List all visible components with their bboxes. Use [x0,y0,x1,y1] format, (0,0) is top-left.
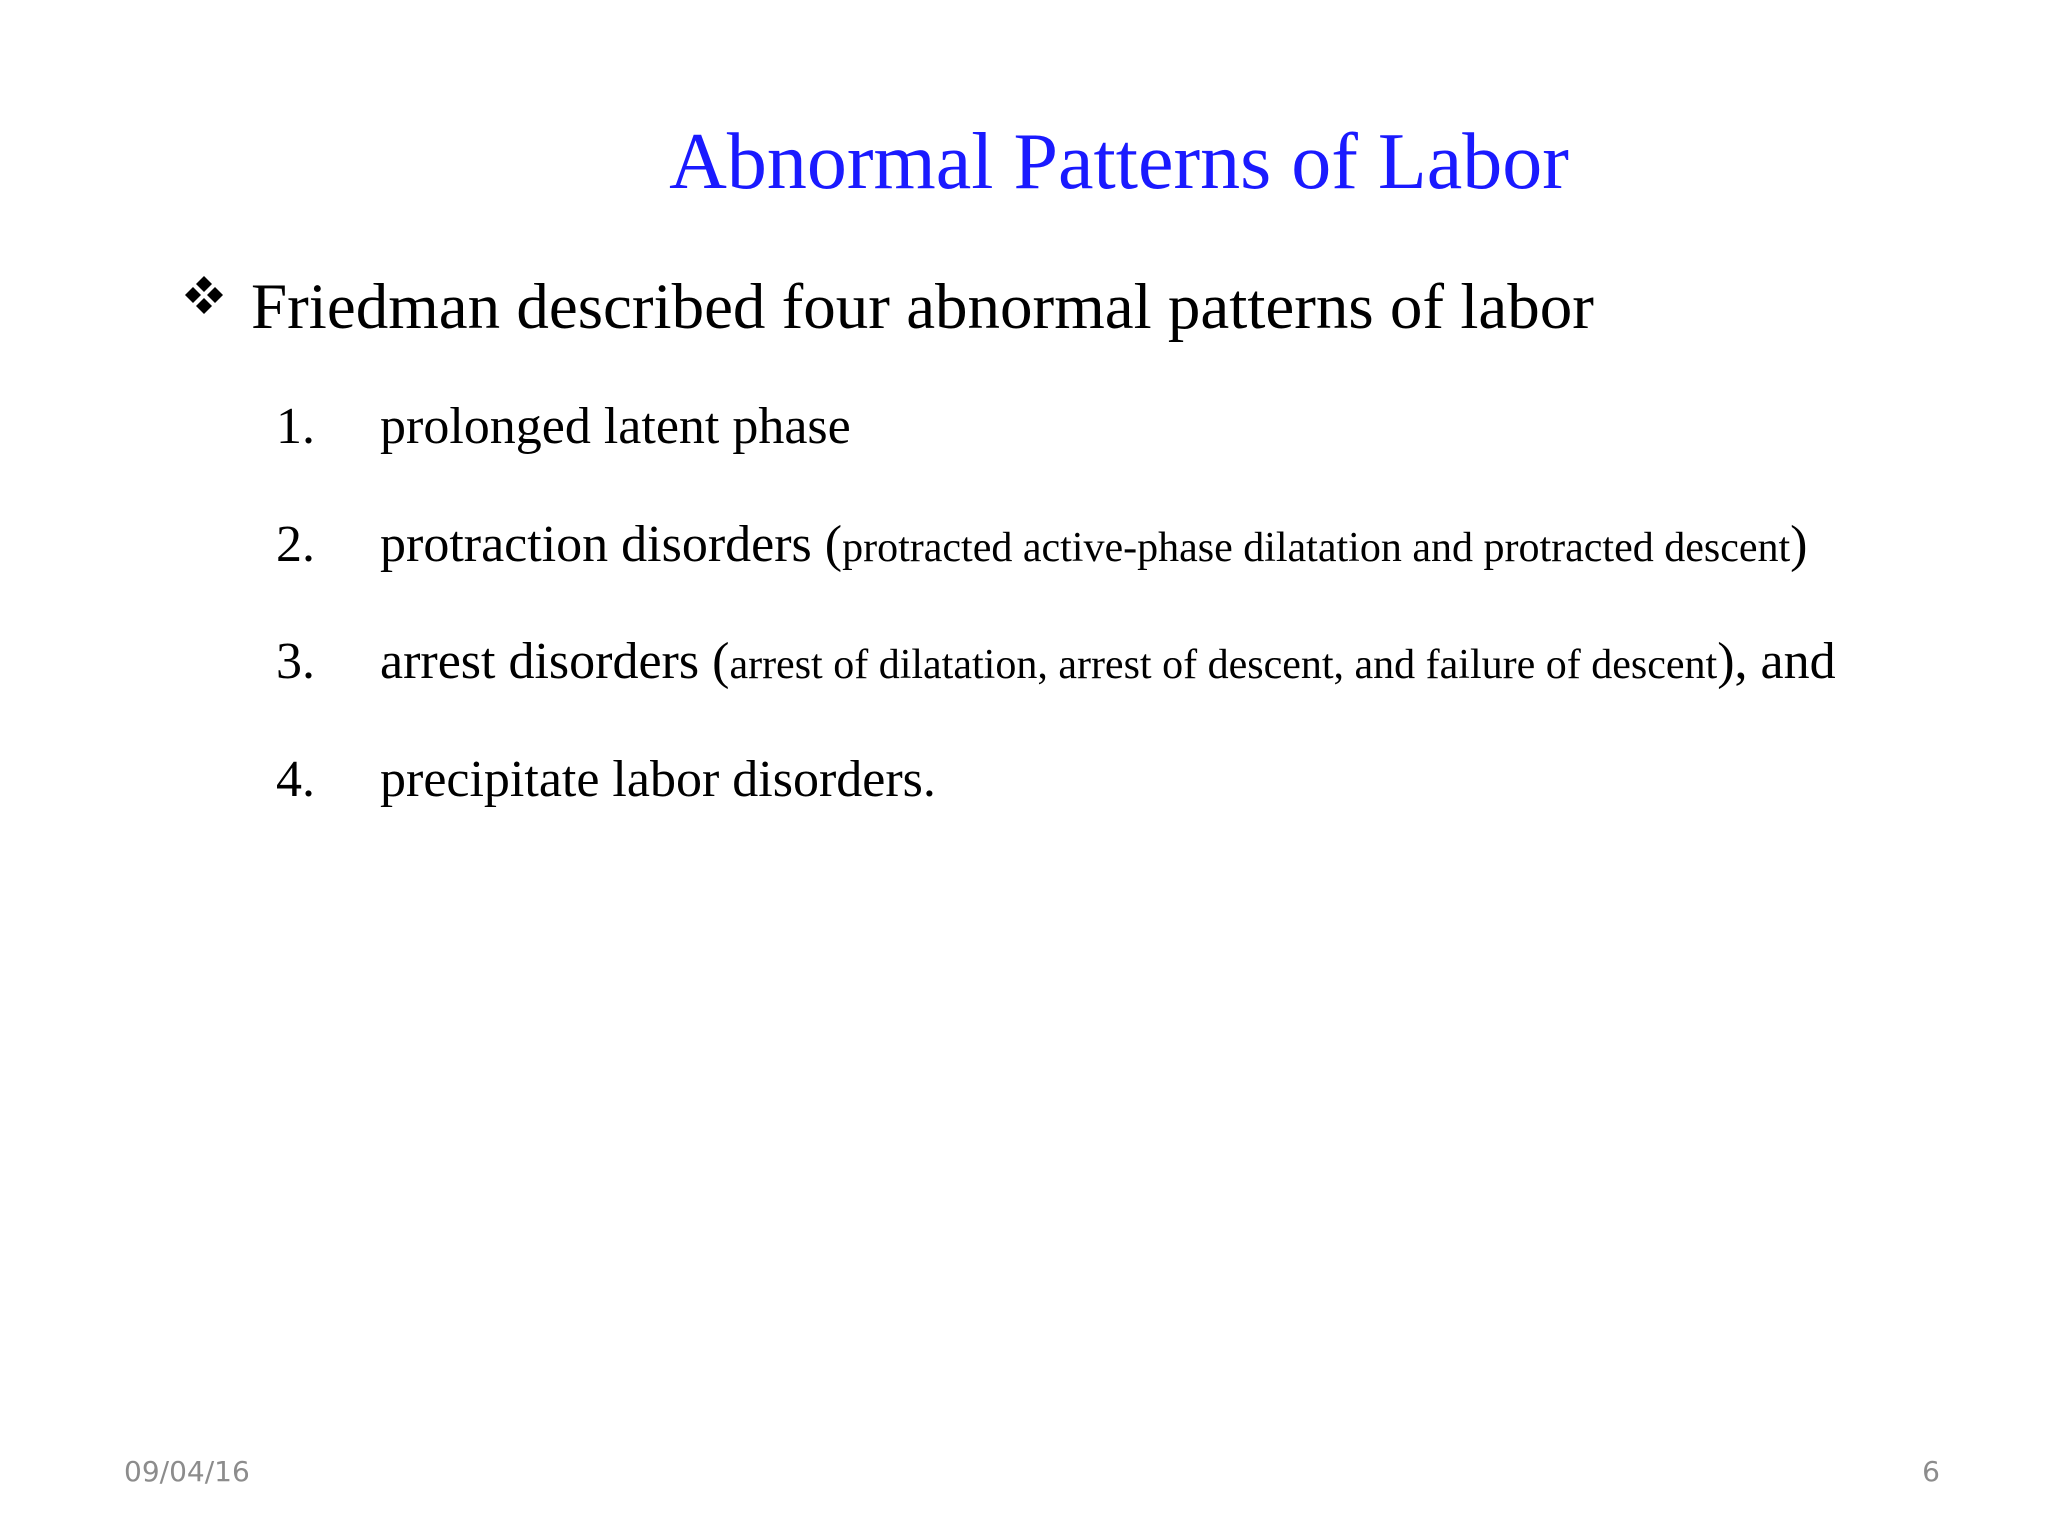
list-item-1 [276,392,851,462]
slide-title [0,112,2048,212]
main-bullet-text: Friedman described four abnormal patterns of labor [251,271,1594,343]
footer-date: 09/04/16 [124,1455,250,1488]
list-item-2 [276,510,1807,580]
list-item-suffix: ) [1790,516,1808,573]
list-item-text: prolonged latent phase [380,398,851,455]
list-item-4 [276,745,936,815]
list-item-text: protraction disorders ( [380,516,843,573]
list-item-number: 2. [276,516,315,573]
list-item-number: 3. [276,633,315,690]
footer-page-number: 6 [1922,1455,1940,1488]
list-item-suffix: ), and [1717,633,1836,690]
slide-title-text: Abnormal Patterns of Labor [669,118,1569,206]
list-item-number: 4. [276,751,315,808]
main-bullet [176,262,1594,352]
list-item-text: arrest disorders ( [380,633,730,690]
list-item-text: precipitate labor disorders. [380,751,936,808]
list-item-3 [276,627,1836,697]
list-item-number: 1. [276,398,315,455]
list-item-detail: arrest of dilatation, arrest of descent, and failure of descent [729,642,1718,688]
four-diamond-bullet-icon [176,276,251,336]
list-item-detail: protracted active-phase dilatation and protracted descent [842,525,1791,571]
